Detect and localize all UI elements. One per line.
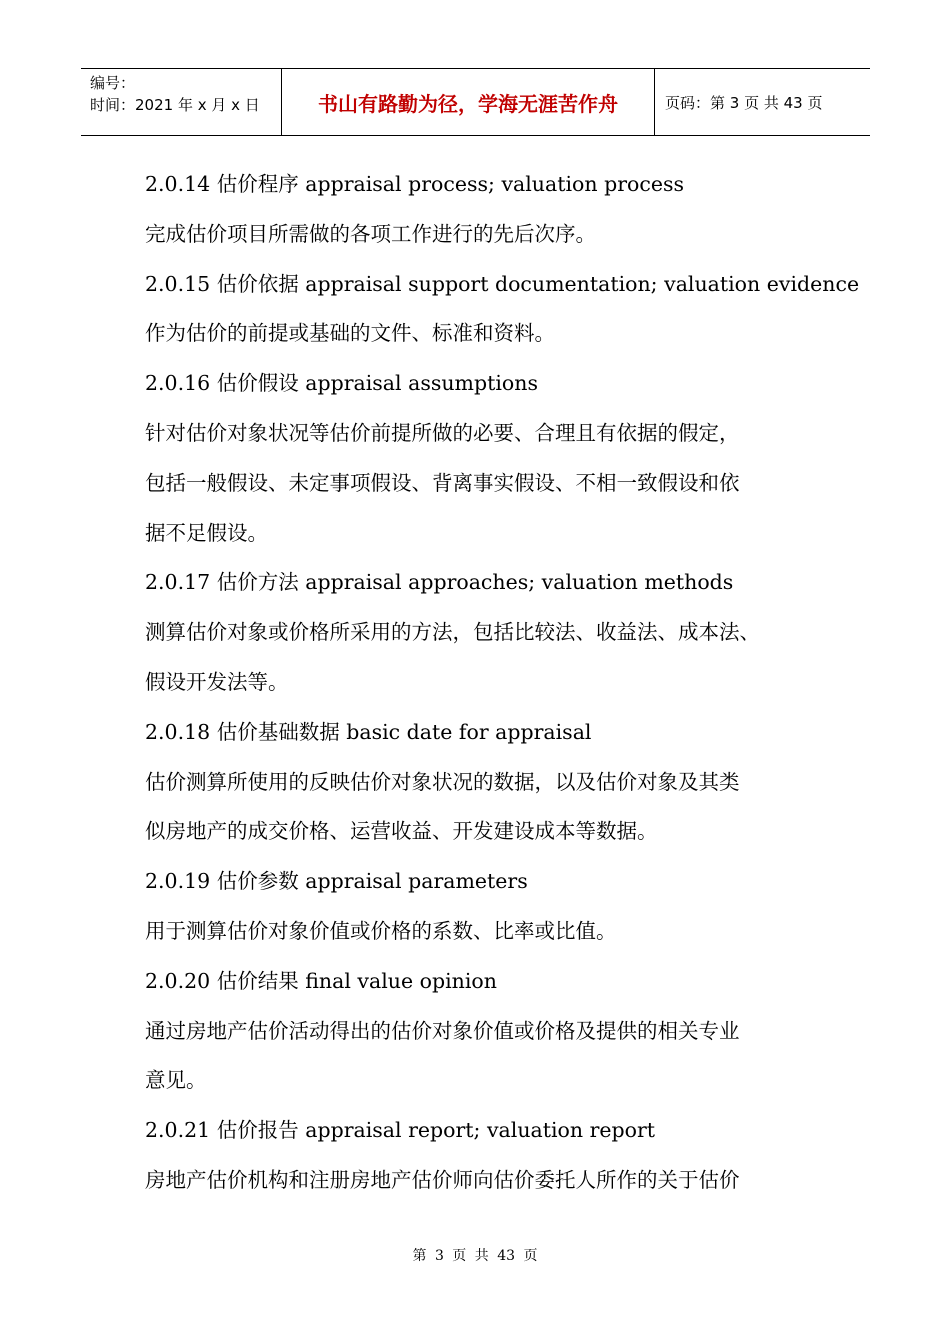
header-meta xyxy=(81,69,282,135)
body-line: 2.0.14 估价程序 appraisal process; valuation process xyxy=(145,172,684,196)
document-body xyxy=(145,160,860,1206)
body-line: 2.0.15 估价依据 appraisal support documentation; valuation evidence xyxy=(145,271,860,296)
page-header xyxy=(81,68,870,136)
time-label: 时间：2021 年 x 月 x 日 xyxy=(90,96,260,114)
body-line: 房地产估价机构和注册房地产估价师向估价委托人所作的关于估价 xyxy=(145,1167,740,1192)
body-line: 作为估价的前提或基础的文件、标准和资料。 xyxy=(145,321,555,346)
body-line: 假设开发法等。 xyxy=(145,669,289,694)
body-line: 2.0.21 估价报告 appraisal report; valuation report xyxy=(145,1118,656,1143)
body-line: 用于测算估价对象价值或价格的系数、比率或比值。 xyxy=(145,918,617,943)
body-line: 2.0.20 估价结果 final value opinion xyxy=(145,968,497,993)
body-line: 意见。 xyxy=(145,1068,207,1093)
header-motto: 书山有路勤为径，学海无涯苦作舟 xyxy=(282,69,655,135)
body-line: 据不足假设。 xyxy=(145,520,268,545)
body-line: 2.0.18 估价基础数据 basic date for appraisal xyxy=(145,719,592,744)
page-footer: 第 3 页 共 43 页 xyxy=(412,1248,538,1264)
serial-number-label: 编号： xyxy=(90,74,136,92)
body-line: 2.0.17 估价方法 appraisal approaches; valuation methods xyxy=(145,570,734,595)
body-line: 似房地产的成交价格、运营收益、开发建设成本等数据。 xyxy=(145,819,658,844)
body-line: 包括一般假设、未定事项假设、背离事实假设、不相一致假设和依 xyxy=(145,470,740,495)
body-line: 2.0.16 估价假设 appraisal assumptions xyxy=(145,371,538,396)
header-page-info: 页码：第 3 页 共 43 页 xyxy=(665,93,823,112)
body-line: 2.0.19 估价参数 appraisal parameters xyxy=(145,869,528,894)
body-line: 针对估价对象状况等估价前提所做的必要、合理且有依据的假定， xyxy=(145,420,740,445)
body-line: 测算估价对象或价格所采用的方法，包括比较法、收益法、成本法、 xyxy=(145,620,760,645)
body-line: 完成估价项目所需做的各项工作进行的先后次序。 xyxy=(145,221,596,246)
body-line: 估价测算所使用的反映估价对象状况的数据，以及估价对象及其类 xyxy=(145,769,740,794)
body-line: 通过房地产估价活动得出的估价对象价值或价格及提供的相关专业 xyxy=(145,1018,740,1043)
